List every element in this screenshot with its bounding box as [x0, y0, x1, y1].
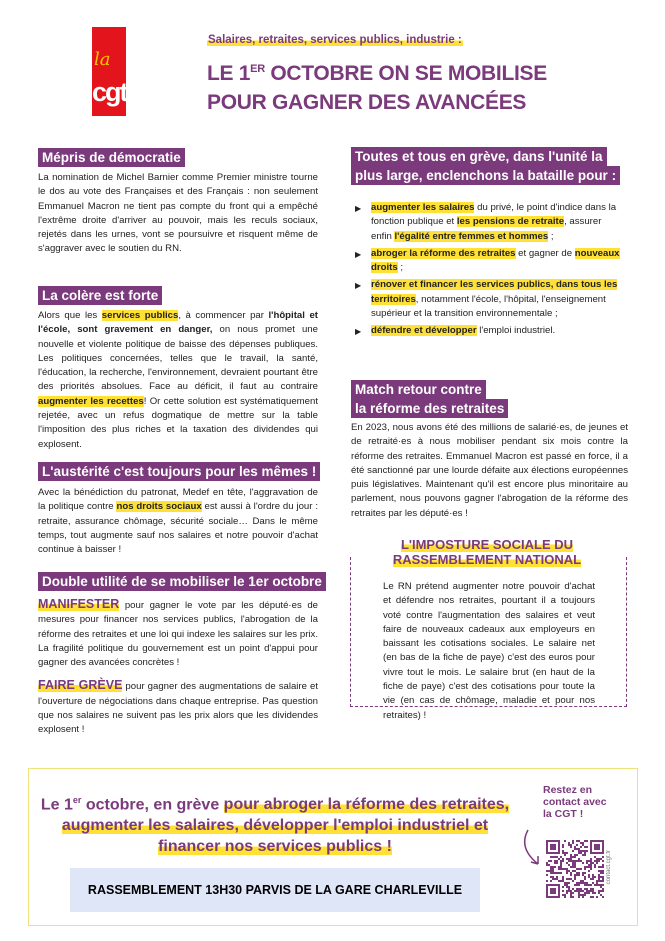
paragraph	[38, 597, 318, 670]
contact-text: Restez en contact avec la CGT !	[543, 784, 607, 820]
list-item	[355, 201, 620, 244]
text: du privé, le point d'indice dans la fonction publique et	[371, 202, 617, 228]
qr-code[interactable]	[546, 840, 604, 898]
section-heading: La colère est forte	[38, 286, 162, 305]
text: , à commencer par	[178, 310, 269, 321]
highlight: les pensions de retraite	[456, 216, 565, 228]
text: l'emploi industriel.	[476, 325, 556, 337]
page-title: LE 1ER OCTOBRE ON SE MOBILISE POUR GAGNER DES AVANCÉES	[207, 62, 547, 114]
highlight: services publics	[101, 310, 179, 321]
highlight: défendre et développer	[371, 325, 477, 337]
cgt-logo: la cgt	[92, 27, 126, 116]
highlight: l'égalité entre femmes et hommes	[394, 230, 549, 242]
imposture-text: Le RN prétend augmenter notre pouvoir d'achat et défendre nos retraites, pourtant il a toujours voté contre l'augmentation des salaires et veut faire de nouveaux cadeaux aux employeurs en baissant les cotisations sociales. Le salaire net (en bas de la fiche de paye) c'est des euros pour vivre tout le mois. Le salaire brut (en haut de la fiche de paye) c'est des cotisations pour toute la vie (en cas de chômage, maladie et pour nos retraites) !	[383, 581, 595, 721]
text: ;	[548, 230, 554, 242]
list-item	[355, 247, 620, 276]
paragraph	[38, 486, 318, 557]
list-item	[355, 278, 620, 321]
text: pour gagner des augmentations de salaire et l'ouverture de négociations dans chaque entreprise. Pas question que nos salaires ne suivent pas les prix alors que les dividendes explosent !	[38, 681, 318, 736]
highlight: nos droits sociaux	[116, 501, 202, 513]
rassemblement-info: RASSEMBLEMENT 13H30 PARVIS DE LA GARE CHARLEVILLE	[70, 868, 480, 912]
highlight: nouveaux droits	[371, 247, 620, 274]
paragraph	[38, 678, 318, 737]
highlight: augmenter les salaires	[371, 202, 475, 213]
section-heading: L'austérité c'est toujours pour les mêmes !	[38, 462, 320, 481]
list-item	[355, 324, 620, 338]
highlight: abroger la réforme des retraites	[371, 247, 516, 259]
section-heading: Toutes et tous en grève, dans l'unité la plus large, enclenchons la bataille pour :	[351, 147, 626, 185]
paragraph	[38, 309, 318, 452]
text: Avec la bénédiction du patronat, Medef en tête, l'aggravation de la politique contre	[38, 487, 318, 513]
text: Alors que les	[38, 310, 102, 321]
section-heading: Double utilité de se mobiliser le 1er octobre	[38, 572, 326, 591]
paragraph	[38, 171, 318, 257]
text: , notamment l'école, l'hôpital, l'enseignement supérieur et la transition environnementale ;	[371, 293, 606, 320]
imposture-heading: L'IMPOSTURE SOCIALE DU RASSEMBLEMENT NATIONAL	[362, 537, 612, 567]
text: pour gagner le vote par les député·es de mesures pour financer nos services publics, l'abrogation de la réforme des retraites et une loi qui indexe les salaires sur les prix. La fragilité politique du gouvernement est un point d'appui pour gagner des avancées concrètes !	[38, 600, 318, 669]
bullet-list	[355, 201, 620, 342]
text: et gagner de	[515, 247, 575, 259]
section-heading: Match retour contre la réforme des retraites	[351, 380, 508, 418]
section-heading: Mépris de démocratie	[38, 148, 185, 167]
highlight: augmenter les recettes	[38, 395, 144, 407]
section-text	[38, 171, 318, 257]
qr-caption: contact.cgt.fr	[606, 850, 612, 885]
text: ! Or cette solution est systématiquement rejetée, avec un refus dogmatique de mettre sur la table l'imposition des plus riches et la taxation des dividendes qui explosent.	[38, 395, 318, 450]
text: ;	[397, 262, 403, 274]
section-text	[38, 486, 318, 557]
section-text	[38, 309, 318, 452]
highlight: rénover et financer les services publics, dans tous les territoires	[371, 279, 618, 305]
text: , assurer enfin	[371, 216, 602, 242]
section-text: En 2023, nous avons été des millions de salarié·es, de jeunes et de retraité·es à nous mobiliser pendant six mois contre la réforme des retraites. Emmanuel Macron est passé en force, il a été sanctionné par une lourde défaite aux élections européennes puis législatives. Maintenant qu'il est encore plus minoritaire au parlement, nous pouvons gagner l'abrogation de la réforme des retraites par les député·es !	[351, 422, 628, 519]
highlight: l'hôpital et l'école, sont gravement en danger,	[38, 310, 318, 336]
arrow-icon	[518, 828, 548, 868]
text: est aussi à l'ordre du jour : retraite, assurance chômage, sécurité sociale… Dans le même temps, tout augmente sauf nos salaires et notre pouvoir d'achat continue à baisser !	[38, 501, 318, 556]
section-text	[38, 597, 318, 738]
kicker: Salaires, retraites, services publics, industrie :	[208, 34, 462, 46]
call-to-action: Le 1er octobre, en grève pour abroger la réforme des retraites, augmenter les salaires, développer l'emploi industriel et financer nos services publics !	[40, 795, 510, 856]
text: on nous promet une nouvelle et violente politique de baisse des dépenses publiques. Les politiques concernées, telles que le travail, la santé, l'éducation, la recherche, l'environnement, devraient pourtant être des priorités absolues. Face au déficit, il faut au contraire	[38, 324, 318, 393]
text: La nomination de Michel Barnier comme Premier ministre tourne le dos au vote des Françaises et des Français : non seulement Emmanuel Macron ne tient pas compte du front qui a empêché l'extrême droite d'arriver au pouvoir, mais les reculs sociaux, rejetés dans les urnes, vont se poursuivre et risquent même de s'aggraver avec le soutien du RN.	[38, 172, 318, 255]
highlight: MANIFESTER	[38, 597, 120, 611]
highlight: FAIRE GRÈVE	[38, 678, 123, 693]
